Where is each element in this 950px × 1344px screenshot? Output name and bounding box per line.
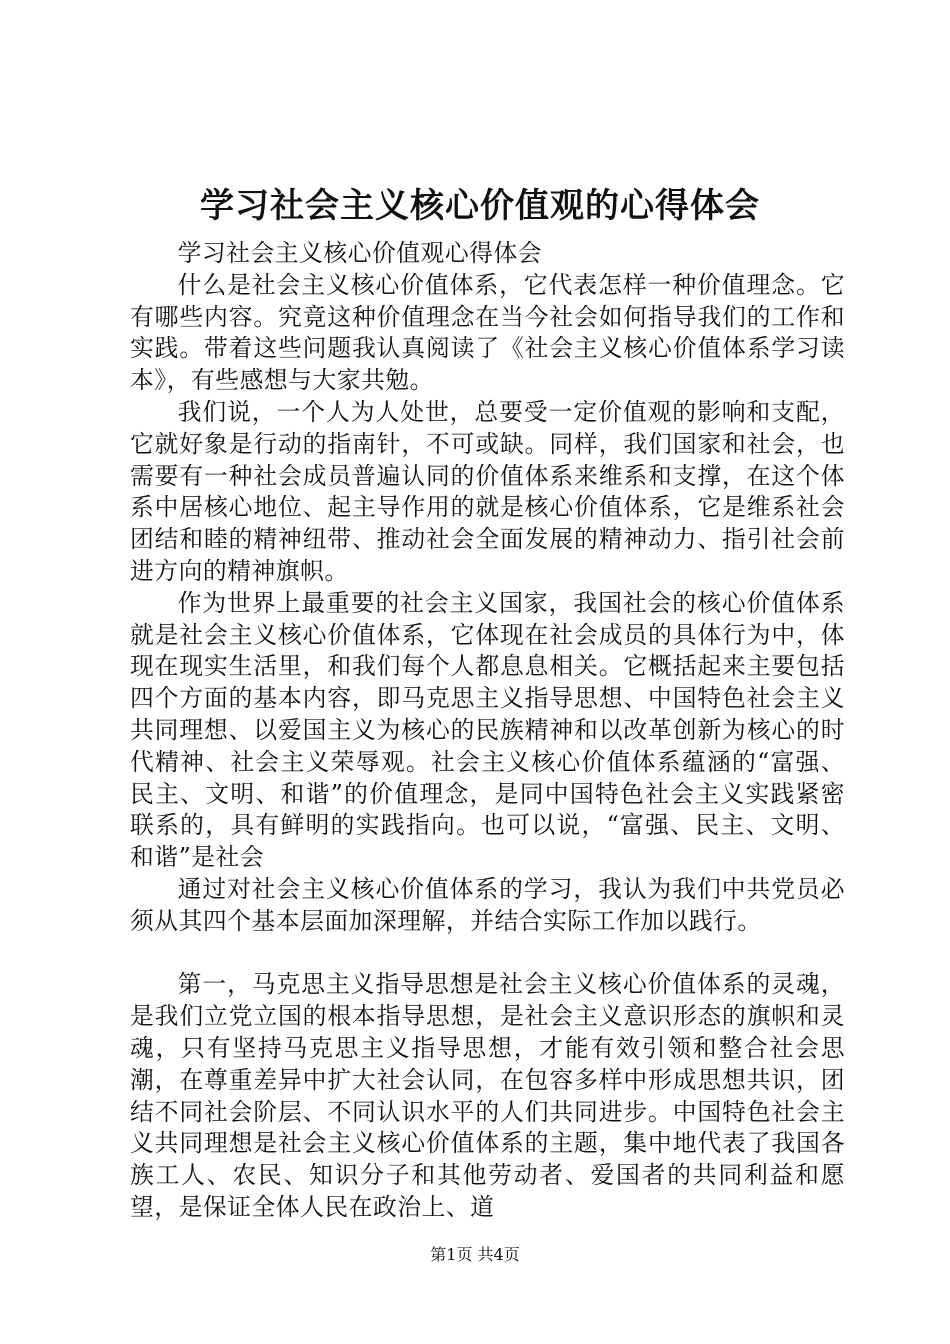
paragraph-party-members: 通过对社会主义核心价值体系的学习，我认为我们中共党员必须从其四个基本层面加深理解，并结合实际工作加以践行。 xyxy=(130,874,845,935)
document-page xyxy=(130,178,845,1224)
paragraph-first-point: 第一，马克思主义指导思想是社会主义核心价值体系的灵魂，是我们立党立国的根本指导思想，是社会主义意识形态的旗帜和灵魂，只有坚持马克思主义指导思想，才能有效引领和整合社会思潮，在尊重差异中扩大社会认同，在包容多样中形成思想共识，团结不同社会阶层、不同认识水平的人们共同进步。中国特色社会主义共同理想是社会主义核心价值体系的主题，集中地代表了我国各族工人、农民、知识分子和其他劳动者、爱国者的共同利益和愿望，是保证全体人民在政治上、道 xyxy=(130,970,845,1221)
paragraph-intro: 什么是社会主义核心价值体系，它代表怎样一种价值理念。它有哪些内容。究竟这种价值理念在当今社会如何指导我们的工作和实践。带着这些问题我认真阅读了《社会主义核心价值体系学习读本》，有些感想与大家共勉。 xyxy=(130,270,845,395)
document-title: 学习社会主义核心价值观的心得体会 xyxy=(200,186,760,226)
paragraph-core-system: 作为世界上最重要的社会主义国家，我国社会的核心价值体系就是社会主义核心价值体系，它体现在社会成员的具体行为中，体现在现实生活里，和我们每个人都息息相关。它概括起来主要包括四个方面的基本内容，即马克思主义指导思想、中国特色社会主义共同理想、以爱国主义为核心的民族精神和以改革创新为核心的时代精神、社会主义荣辱观。社会主义核心价值体系蕴涵的“富强、民主、文明、和谐”的价值理念，是同中国特色社会主义实践紧密联系的，具有鲜明的实践指向。也可以说，“富强、民主、文明、和谐”是社会 xyxy=(130,588,845,872)
page-footer: 第1页 共4页 xyxy=(430,1245,520,1264)
paragraph-values-guide: 我们说，一个人为人处世，总要受一定价值观的影响和支配，它就好象是行动的指南针，不可或缺。同样，我们国家和社会，也需要有一种社会成员普遍认同的价值体系来维系和支撑，在这个体系中居核心地位、起主导作用的就是核心价值体系，它是维系社会团结和睦的精神纽带、推动社会全面发展的精神动力、指引社会前进方向的精神旗帜。 xyxy=(130,397,845,585)
paragraph-subtitle: 学习社会主义核心价值观心得体会 xyxy=(177,239,543,267)
